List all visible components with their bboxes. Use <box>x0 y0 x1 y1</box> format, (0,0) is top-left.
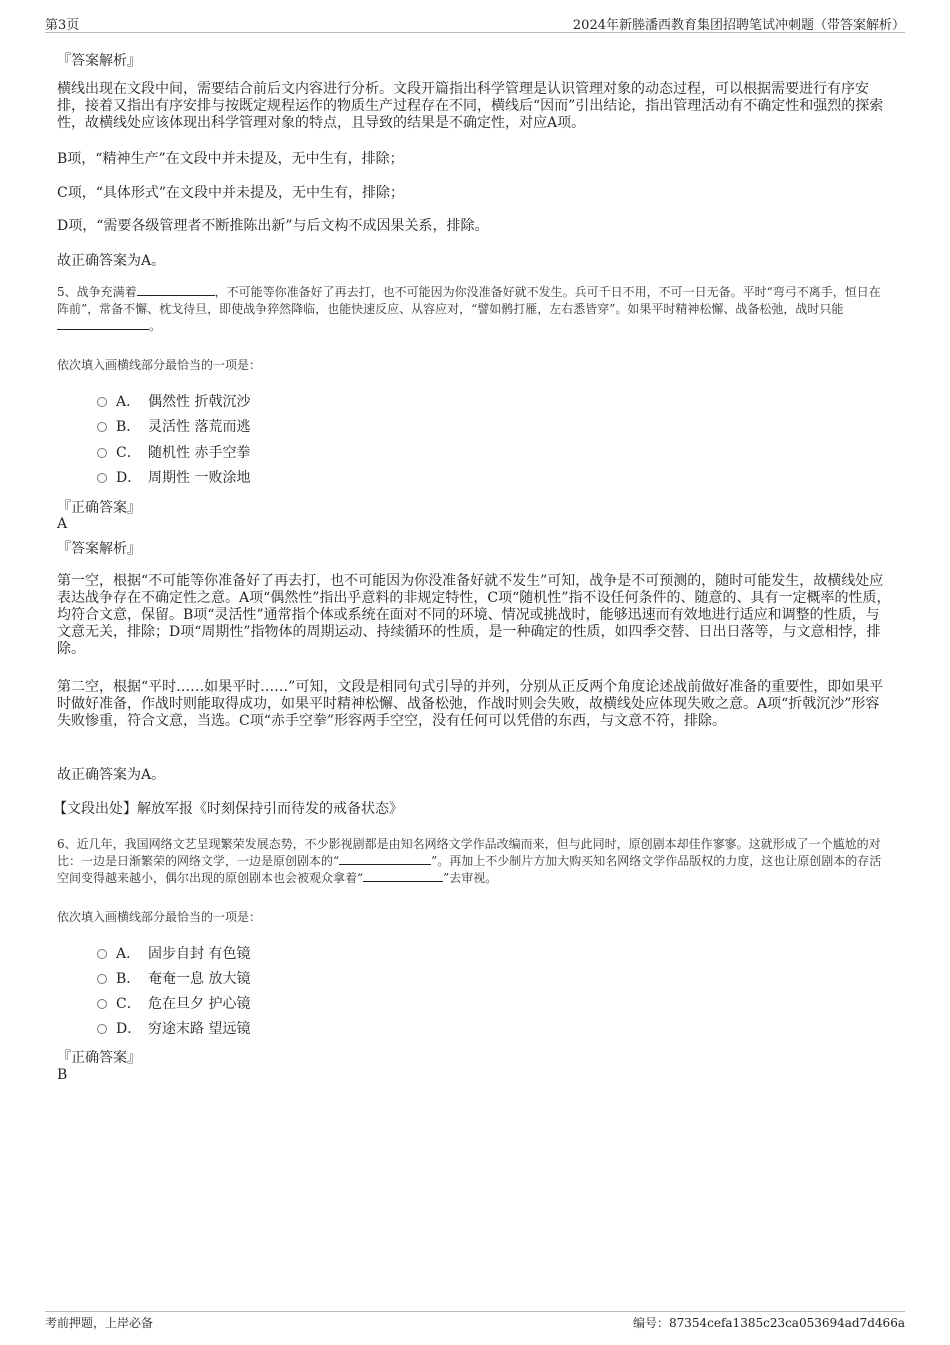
q5-answer: A <box>57 516 68 532</box>
radio-icon[interactable] <box>97 999 107 1009</box>
q4-option-b-note: B项，“精神生产”在文段中并未提及，无中生有，排除； <box>57 151 404 167</box>
radio-icon[interactable] <box>97 448 107 458</box>
page-header <box>45 14 905 33</box>
radio-icon[interactable] <box>97 949 107 959</box>
q5-answer-label: 『正确答案』 <box>57 500 141 516</box>
q6-answer: B <box>57 1067 68 1083</box>
q6-answer-label: 『正确答案』 <box>57 1050 141 1066</box>
q6-prompt: 依次填入画横线部分最恰当的一项是： <box>57 910 262 924</box>
q5-analysis-paragraph-2: 第二空，根据“平时……如果平时……”可知，文段是相同句式引导的并列，分别从正反两个角度论述战前做好准备的重要性，即如果平时做好准备，作战时则能取得成功，如果平时精神松懈、战备松弛，作战时则会失败，故横线处应体现失败之意。A项“折戟沉沙”形容失败惨重，符合文意，当选。C项“赤手空拳”形容两手空空，没有任何可以凭借的东西，与文意不符，排除。 <box>57 679 884 729</box>
radio-icon[interactable] <box>97 422 107 432</box>
q4-analysis-label: 『答案解析』 <box>57 53 141 69</box>
q4-conclusion: 故正确答案为A。 <box>57 253 166 269</box>
document-title: 2024年新塍潘西教育集团招聘笔试冲刺题（带答案解析） <box>572 18 905 33</box>
q5-analysis-label: 『答案解析』 <box>57 541 141 557</box>
q4-option-d-note: D项，“需要各级管理者不断推陈出新”与后文构不成因果关系，排除。 <box>57 218 489 234</box>
q6-blank-1 <box>339 853 431 865</box>
q6-option-c[interactable]: C． 危在旦夕 护心镜 <box>97 994 250 1014</box>
document-id: 编号：87354cefa1385c23ca053694ad7d466a <box>632 1316 905 1330</box>
q5-source: 【文段出处】解放军报《时刻保持引而待发的戒备状态》 <box>53 801 403 817</box>
q5-conclusion: 故正确答案为A。 <box>57 767 166 783</box>
q5-stem: 5、战争充满着 ，不可能等你准备好了再去打，也不可能因为你没准备好就不发生。兵可千日不用，不可一日无备。平时“弯弓不离手，恒日在阵前”，常备不懈、枕戈待旦，即使战争猝然降临，也能快速反应、从容应对，“譬如鹘打雁，左右悉皆穿”。如果平时精神松懈、战备松弛，战时只能。 <box>57 285 881 333</box>
radio-icon[interactable] <box>97 1024 107 1034</box>
q4-option-c-note: C项，“具体形式”在文段中并未提及，无中生有，排除； <box>57 185 405 201</box>
q6-blank-2 <box>363 870 443 882</box>
footer-slogan: 考前押题，上岸必备 <box>45 1316 154 1330</box>
q6-option-d[interactable]: D． 穷途末路 望远镜 <box>97 1019 250 1039</box>
page-footer <box>45 1311 905 1334</box>
q4-analysis-text: 横线出现在文段中间，需要结合前后文内容进行分析。文段开篇指出科学管理是认识管理对象的动态过程，可以根据需要进行有序安排，接着又指出有序安排与按既定规程运作的物质生产过程存在不同，横线后“因而”引出结论，指出管理活动有不确定性和强烈的探索性，故横线处应该体现出科学管理对象的特点，且导致的结果是不确定性，对应A项。 <box>57 81 884 131</box>
q6-option-a[interactable]: A． 固步自封 有色镜 <box>97 944 250 964</box>
radio-icon[interactable] <box>97 974 107 984</box>
q6-option-b[interactable]: B． 奄奄一息 放大镜 <box>97 969 250 989</box>
q5-analysis-paragraph-1: 第一空，根据“不可能等你准备好了再去打，也不可能因为你没准备好就不发生”可知，战争是不可预测的，随时可能发生，故横线处应表达战争存在不确定性之意。A项“偶然性”指出乎意料的非规定特性，C项“随机性”指不设任何条件的、随意的、具有一定概率的性质，均符合文意，保留。B项“灵活性”通常指个体或系统在面对不同的环境、情况或挑战时，能够迅速而有效地进行适应和调整的性质，与文意无关，排除；D项“周期性”指物体的周期运动、持续循环的性质，是一种确定的性质，如四季交替、日出日落等，与文意相悖，排除。 <box>57 573 891 657</box>
q6-stem: 6、近几年，我国网络文艺呈现繁荣发展态势，不少影视剧都是由知名网络文学作品改编而来，但与此同时，原创剧本却佳作寥寥。这就形成了一个尴尬的对比：一边是日渐繁荣的网络文学，一边是原创剧本的“ ”。再加上不少制片方加大购买知名网络文学作品版权的力度，这也让原创剧本的存活空间变得越来越小，偶尔出现的原创剧本也会被观众拿着“ ”去审视。 <box>57 837 882 885</box>
q5-option-c[interactable]: C． 随机性 赤手空拳 <box>97 443 250 463</box>
q5-option-b[interactable]: B． 灵活性 落荒而逃 <box>97 417 250 437</box>
q5-prompt: 依次填入画横线部分最恰当的一项是： <box>57 358 262 372</box>
radio-icon[interactable] <box>97 397 107 407</box>
radio-icon[interactable] <box>97 473 107 483</box>
q5-blank-2 <box>57 318 149 330</box>
q5-option-d[interactable]: D． 周期性 一败涂地 <box>97 468 250 488</box>
q5-option-a[interactable]: A． 偶然性 折戟沉沙 <box>97 392 250 412</box>
page-number: 第3页 <box>45 18 80 33</box>
q5-blank-1 <box>137 284 215 296</box>
